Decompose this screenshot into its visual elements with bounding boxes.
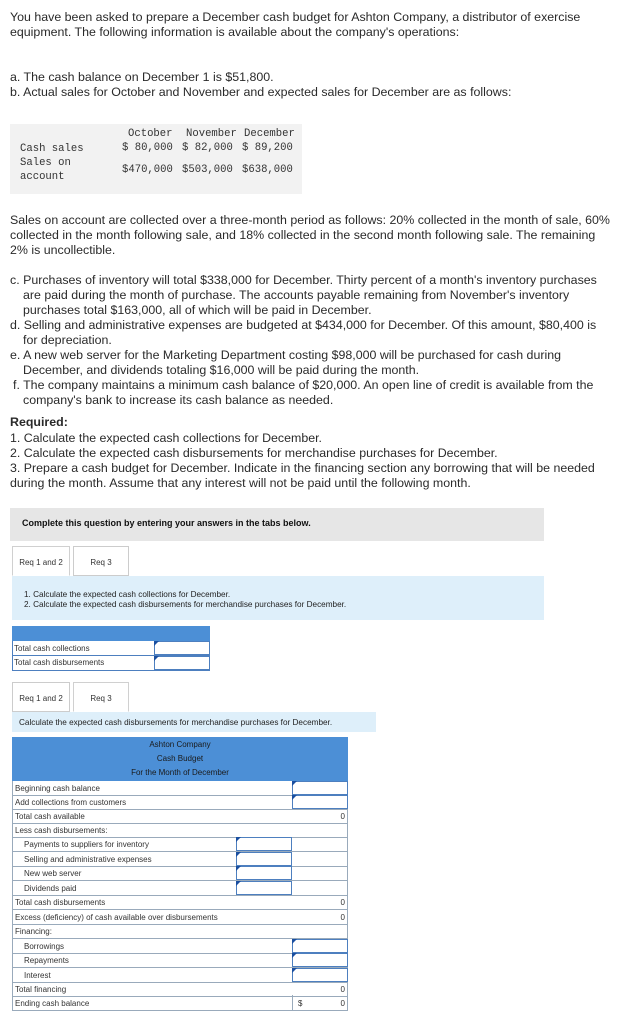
sales-table xyxy=(10,124,302,194)
tab-req-3[interactable] xyxy=(73,546,129,576)
borrowings-label: Borrowings xyxy=(24,942,65,951)
total-disbursements-value: 0 xyxy=(340,898,345,907)
total-cash-disbursements-input[interactable] xyxy=(154,656,210,670)
budget-title: Cash Budget xyxy=(156,754,204,763)
list-item-d: d. Selling and administrative expenses are budgeted at $434,000 for December. Of this amount, $80,400 is for depreciation. xyxy=(10,318,597,347)
repayments-label: Repayments xyxy=(24,956,69,965)
web-server-input[interactable] xyxy=(236,866,292,880)
req12-instruction-1: 1. Calculate the expected cash collections for December. xyxy=(24,590,231,599)
interest-input[interactable] xyxy=(292,968,348,982)
total-available-value: 0 xyxy=(340,812,345,821)
total-cash-collections-input[interactable] xyxy=(154,641,210,655)
sales-header-october: October xyxy=(128,128,173,140)
fact-a: a. The cash balance on December 1 is $51,800. xyxy=(10,70,274,84)
excess-value: 0 xyxy=(340,913,345,922)
sales-cell: $503,000 xyxy=(182,164,233,176)
interest-label: Interest xyxy=(24,971,51,980)
ending-cash-value: 0 xyxy=(340,999,345,1008)
sales-cell: $ 80,000 xyxy=(122,142,173,154)
sales-header-december: December xyxy=(244,128,295,140)
req12-instruction-2: 2. Calculate the expected cash disbursements for merchandise purchases for December. xyxy=(24,600,347,609)
add-collections-label: Add collections from customers xyxy=(15,798,127,807)
tab-label: Req 1 and 2 xyxy=(19,694,63,703)
company-name: Ashton Company xyxy=(149,740,211,749)
divider xyxy=(292,995,293,1011)
ending-dollar-sign: $ xyxy=(298,999,303,1008)
less-disbursements-label: Less cash disbursements: xyxy=(15,826,108,835)
dividends-input[interactable] xyxy=(236,881,292,895)
required-item-1: 1. Calculate the expected cash collections for December. xyxy=(10,431,322,445)
sales-cell: $ 82,000 xyxy=(182,142,233,154)
repayments-input[interactable] xyxy=(292,953,348,967)
ending-cash-label: Ending cash balance xyxy=(15,999,90,1008)
tab-req-1-and-2[interactable] xyxy=(12,682,70,712)
tab-label: Req 3 xyxy=(90,558,112,567)
web-server-label: New web server xyxy=(24,869,82,878)
sales-cell: $470,000 xyxy=(122,164,173,176)
sales-row-label: Cash sales xyxy=(20,143,84,155)
payments-suppliers-label: Payments to suppliers for inventory xyxy=(24,840,149,849)
req12-table-header xyxy=(12,626,210,641)
beginning-cash-label: Beginning cash balance xyxy=(15,784,100,793)
payments-suppliers-input[interactable] xyxy=(236,837,292,851)
sales-cell: $638,000 xyxy=(242,164,293,176)
list-item-f: f. The company maintains a minimum cash balance of $20,000. An open line of credit is available from the company's bank to increase its cash balance as needed. xyxy=(13,378,594,407)
list-item-e: e. A new web server for the Marketing Department costing $98,000 will be purchased for cash during December, and dividends totaling $16,000 will be paid during the month. xyxy=(10,348,561,377)
required-item-3: 3. Prepare a cash budget for December. Indicate in the financing section any borrowing that will be needed during the month. Assume that any interest will not be paid until the following month. xyxy=(10,461,595,490)
dividends-label: Dividends paid xyxy=(24,884,77,893)
budget-period: For the Month of December xyxy=(131,768,229,777)
excess-label: Excess (deficiency) of cash available over disbursements xyxy=(15,913,218,922)
tab-req-1-and-2[interactable] xyxy=(12,546,70,576)
add-collections-input[interactable] xyxy=(292,795,348,809)
required-title: Required: xyxy=(10,415,68,429)
req12-instructions xyxy=(12,576,544,620)
list-item-c: c. Purchases of inventory will total $338,000 for December. Thirty percent of a month's inventory purchases are paid during the month of purchase. The accounts payable remaining from November's inventory purchases total $163,000, all of which will be paid in December. xyxy=(10,273,597,317)
sales-row-label: Sales on account xyxy=(20,157,71,183)
tab-label: Req 3 xyxy=(90,694,112,703)
sales-header-november: November xyxy=(186,128,237,140)
req3-instruction: Calculate the expected cash disbursements for merchandise purchases for December. xyxy=(19,718,333,727)
total-cash-collections-label: Total cash collections xyxy=(14,644,90,653)
budget-header xyxy=(12,737,348,781)
beginning-cash-input[interactable] xyxy=(292,781,348,795)
fact-b: b. Actual sales for October and November and expected sales for December are as follows: xyxy=(10,85,512,99)
total-available-label: Total cash available xyxy=(15,812,85,821)
instructions-banner xyxy=(10,508,544,541)
sales-cell: $ 89,200 xyxy=(242,142,293,154)
req3-instructions xyxy=(12,712,376,732)
banner-text: Complete this question by entering your answers in the tabs below. xyxy=(22,518,311,528)
borrowings-input[interactable] xyxy=(292,939,348,953)
selling-admin-input[interactable] xyxy=(236,852,292,866)
total-financing-label: Total financing xyxy=(15,985,67,994)
selling-admin-label: Selling and administrative expenses xyxy=(24,855,152,864)
total-disbursements-label: Total cash disbursements xyxy=(15,898,106,907)
collection-text: Sales on account are collected over a three-month period as follows: 20% collected in the month of sale, 60% collected in the month following sale, and 18% collected in the second month following sale. The remaining 2% is uncollectible. xyxy=(10,213,610,257)
total-cash-disbursements-label: Total cash disbursements xyxy=(14,658,105,667)
financing-label: Financing: xyxy=(15,927,52,936)
tab-req-3[interactable] xyxy=(73,682,129,712)
problem-intro: You have been asked to prepare a December cash budget for Ashton Company, a distributor of exercise equipment. The following information is available about the company's operations: xyxy=(10,10,581,39)
required-item-2: 2. Calculate the expected cash disbursements for merchandise purchases for December. xyxy=(10,446,498,460)
total-financing-value: 0 xyxy=(340,985,345,994)
tab-label: Req 1 and 2 xyxy=(19,558,63,567)
